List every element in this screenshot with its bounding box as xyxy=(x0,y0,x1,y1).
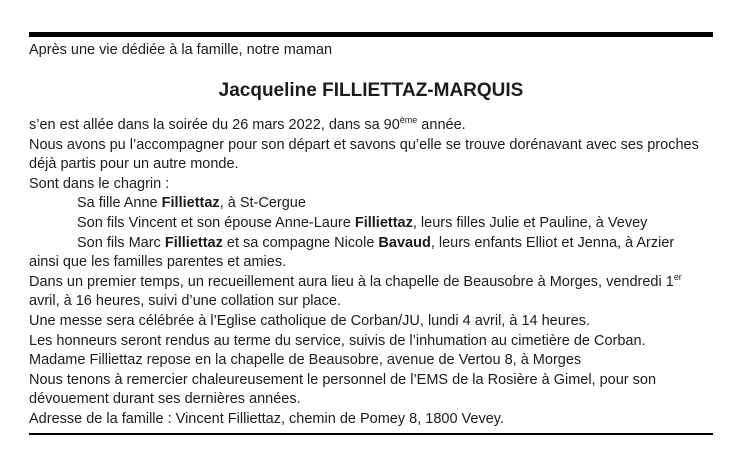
text-segment: Les honneurs seront rendus au terme du service, suivis de l’inhumation au cimetière de Corban. xyxy=(29,332,646,349)
text-segment: , à St-Cergue xyxy=(219,195,306,212)
notice-line xyxy=(29,136,713,156)
surname-bold: Filliettaz xyxy=(164,234,223,251)
text-segment: Une messe sera célébrée à l’Eglise catholique de Corban/JU, lundi 4 avril, à 14 heures. xyxy=(29,312,590,329)
notice-line xyxy=(29,234,713,254)
notice-line xyxy=(29,312,713,332)
surname-bold: Bavaud xyxy=(378,234,431,251)
text-segment: ainsi que les familles parentes et amies. xyxy=(29,254,287,271)
notice-body xyxy=(29,116,713,430)
notice-line xyxy=(29,253,713,273)
text-segment: s’en est allée dans la soirée du 26 mars 2022, dans sa 90 xyxy=(29,117,400,133)
text-segment: Dans un premier temps, un recueillement aura lieu à la chapelle de Beausobre à Morges, vendredi 1 xyxy=(29,273,674,290)
text-segment: Sont dans le chagrin : xyxy=(29,175,170,192)
bottom-rule xyxy=(29,433,713,435)
notice-line xyxy=(29,194,713,214)
death-notice-document xyxy=(0,32,742,463)
text-segment: Sa fille Anne xyxy=(77,195,162,212)
deceased-name-title: Jacqueline FILLIETTAZ-MARQUIS xyxy=(218,80,524,101)
text-segment: Son fils Marc xyxy=(77,234,165,251)
notice-line xyxy=(29,371,713,391)
text-segment: déjà partis pour un autre monde. xyxy=(29,156,239,173)
text-segment: , leurs enfants Elliot et Jenna, à Arzier xyxy=(430,234,675,251)
notice-line xyxy=(29,410,713,430)
text-segment: Son fils Vincent et son épouse Anne-Laure xyxy=(77,214,355,231)
text-segment: année. xyxy=(417,117,466,133)
text-segment: Madame Filliettaz repose en la chapelle de Beausobre, avenue de Vertou 8, à Morges xyxy=(29,352,582,369)
text-segment: avril, à 16 heures, suivi d’une collation sur place. xyxy=(29,293,341,310)
top-rule xyxy=(29,32,713,37)
text-segment: Adresse de la famille : Vincent Filliettaz, chemin de Pomey 8, 1800 Vevey. xyxy=(29,410,504,427)
notice-line xyxy=(29,390,713,410)
notice-line xyxy=(29,155,713,175)
notice-line xyxy=(29,214,713,234)
notice-line xyxy=(29,175,713,195)
notice-line xyxy=(29,116,713,136)
text-segment: Nous avons pu l’accompagner pour son départ et savons qu’elle se trouve dorénavant avec ses proches xyxy=(29,136,699,153)
intro-line: Après une vie dédiée à la famille, notre maman xyxy=(29,42,333,58)
notice-line xyxy=(29,273,713,293)
notice-line xyxy=(29,351,713,371)
surname-bold: Filliettaz xyxy=(161,195,220,212)
text-segment: , leurs filles Julie et Pauline, à Vevey xyxy=(412,214,648,231)
notice-line xyxy=(29,292,713,312)
notice-line xyxy=(29,332,713,352)
superscript-text: er xyxy=(673,271,682,282)
text-segment: et sa compagne Nicole xyxy=(222,234,379,251)
text-segment: dévouement durant ses dernières années. xyxy=(29,391,301,408)
text-segment: Nous tenons à remercier chaleureusement le personnel de l’EMS de la Rosière à Gimel, pour son xyxy=(29,371,657,388)
surname-bold: Filliettaz xyxy=(354,214,413,231)
superscript-text: ème xyxy=(399,115,418,126)
